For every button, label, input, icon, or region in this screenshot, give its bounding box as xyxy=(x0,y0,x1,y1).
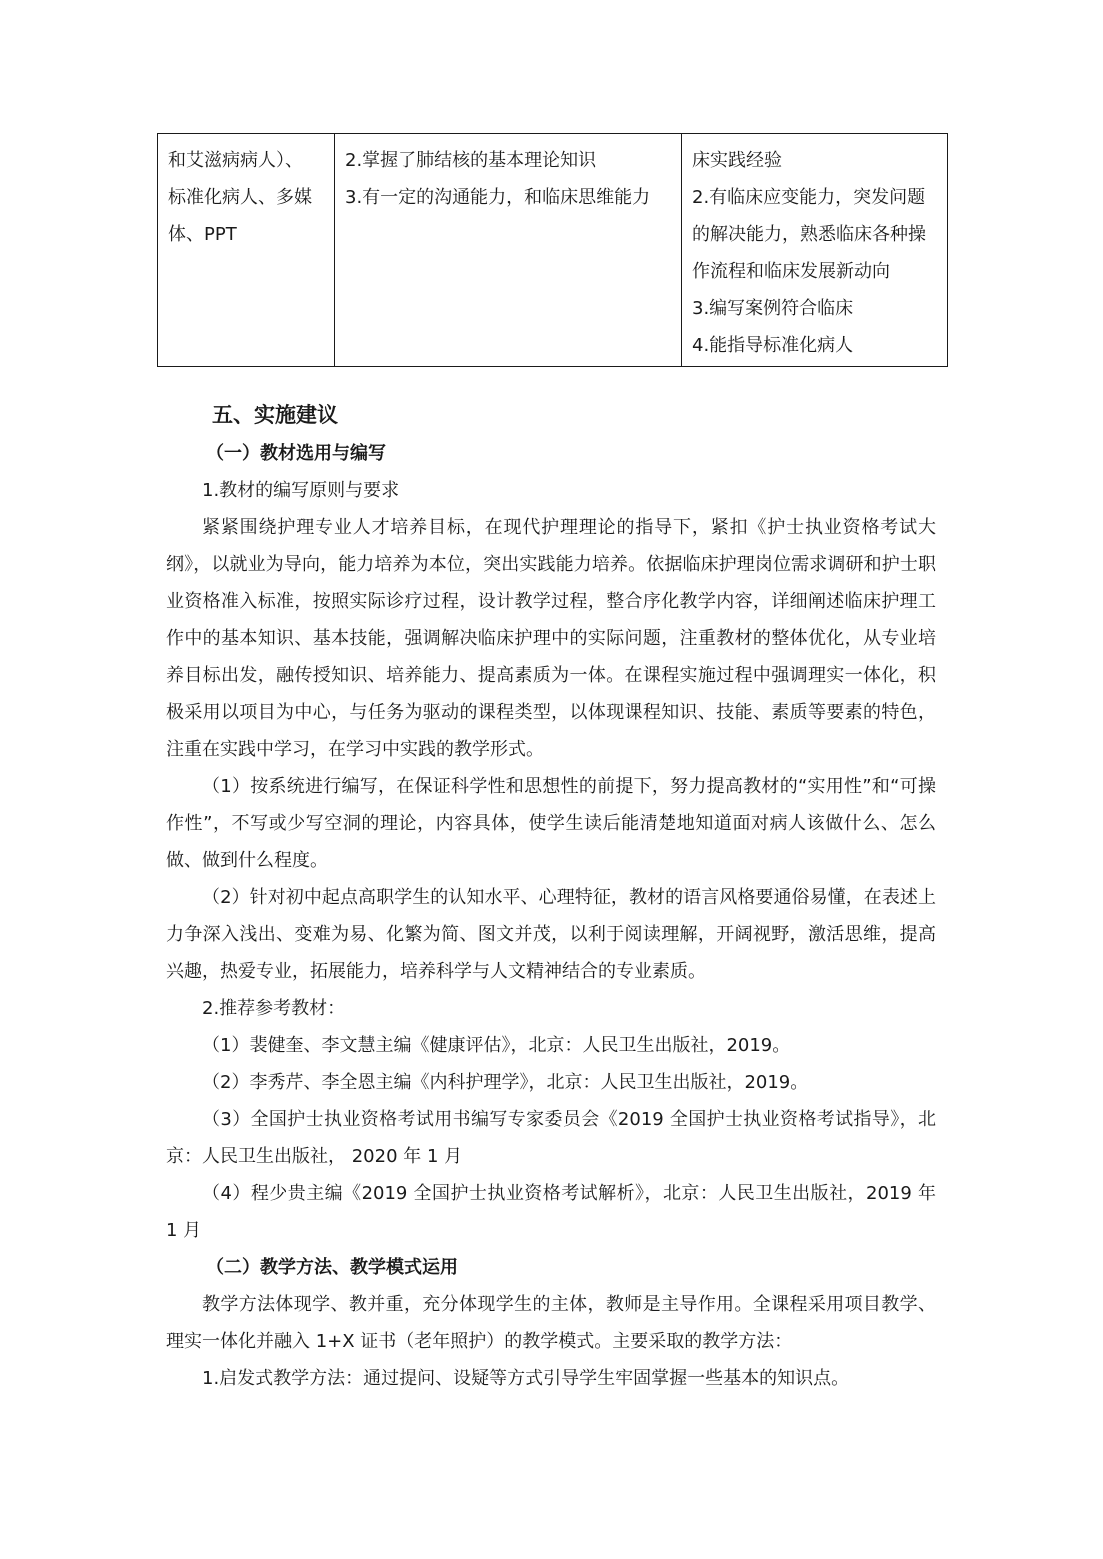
table-cell-experience xyxy=(682,134,948,367)
cell-line: 体、PPT xyxy=(168,224,237,245)
table-cell-requirements xyxy=(335,134,682,367)
table-row xyxy=(158,134,948,367)
cell-line: 3.编写案例符合临床 xyxy=(692,298,854,319)
item-heading: 1.教材的编写原则与要求 xyxy=(202,480,400,501)
cell-line: 3.有一定的沟通能力，和临床思维能力 xyxy=(345,187,651,208)
cell-line: 4.能指导标准化病人 xyxy=(692,335,854,356)
table-cell-resources xyxy=(158,134,335,367)
subsection-title: （一）教材选用与编写 xyxy=(206,443,386,464)
item-heading: 1.启发式教学方法：通过提问、设疑等方式引导学生牢固掌握一些基本的知识点。 xyxy=(202,1368,850,1389)
reference-item: （4）程少贵主编《2019 全国护士执业资格考试解析》，北京：人民卫生出版社，2019 年 1 月 xyxy=(166,1183,936,1241)
reference-item: （3）全国护士执业资格考试用书编写专家委员会《2019 全国护士执业资格考试指导》，北京：人民卫生出版社， 2020 年 1 月 xyxy=(166,1109,936,1167)
cell-line: 作流程和临床发展新动向 xyxy=(692,261,890,282)
reference-item: （2）李秀芹、李全恩主编《内科护理学》，北京：人民卫生出版社，2019。 xyxy=(202,1072,809,1093)
cell-line: 2.掌握了肺结核的基本理论知识 xyxy=(345,150,597,171)
cell-line: 标准化病人、多媒 xyxy=(168,187,312,208)
section-content xyxy=(166,395,936,1397)
subsection-title: （二）教学方法、教学模式运用 xyxy=(206,1257,458,1278)
cell-line: 和艾滋病病人）、 xyxy=(168,150,303,171)
continued-table xyxy=(157,133,948,367)
paragraph: 教学方法体现学、教并重，充分体现学生的主体，教师是主导作用。全课程采用项目教学、理实一体化并融入 1+X 证书（老年照护）的教学模式。主要采取的教学方法： xyxy=(166,1294,936,1352)
paragraph: （2）针对初中起点高职学生的认知水平、心理特征，教材的语言风格要通俗易懂，在表述上力争深入浅出、变难为易、化繁为简、图文并茂，以利于阅读理解，开阔视野，激活思维，提高兴趣，热爱专业，拓展能力，培养科学与人文精神结合的专业素质。 xyxy=(166,887,936,982)
item-heading: 2.推荐参考教材： xyxy=(202,998,346,1019)
paragraph: 紧紧围绕护理专业人才培养目标，在现代护理理论的指导下，紧扣《护士执业资格考试大纲》，以就业为导向，能力培养为本位，突出实践能力培养。依据临床护理岗位需求调研和护士职业资格准入标准，按照实际诊疗过程，设计教学过程，整合序化教学内容，详细阐述临床护理工作中的基本知识、基本技能，强调解决临床护理中的实际问题，注重教材的整体优化，从专业培养目标出发，融传授知识、培养能力、提高素质为一体。在课程实施过程中强调理实一体化，积极采用以项目为中心，与任务为驱动的课程类型，以体现课程知识、技能、素质等要素的特色，注重在实践中学习，在学习中实践的教学形式。 xyxy=(166,517,936,760)
reference-item: （1）裴健奎、李文慧主编《健康评估》，北京：人民卫生出版社，2019。 xyxy=(202,1035,791,1056)
paragraph: （1）按系统进行编写，在保证科学性和思想性的前提下，努力提高教材的“实用性”和“可操作性”，不写或少写空洞的理论，内容具体，使学生读后能清楚地知道面对病人该做什么、怎么做、做到什么程度。 xyxy=(166,776,936,871)
section-title: 五、实施建议 xyxy=(212,403,338,427)
cell-line: 床实践经验 xyxy=(692,150,782,171)
cell-line: 2.有临床应变能力，突发问题 xyxy=(692,187,926,208)
cell-line: 的解决能力，熟悉临床各种操 xyxy=(692,224,926,245)
